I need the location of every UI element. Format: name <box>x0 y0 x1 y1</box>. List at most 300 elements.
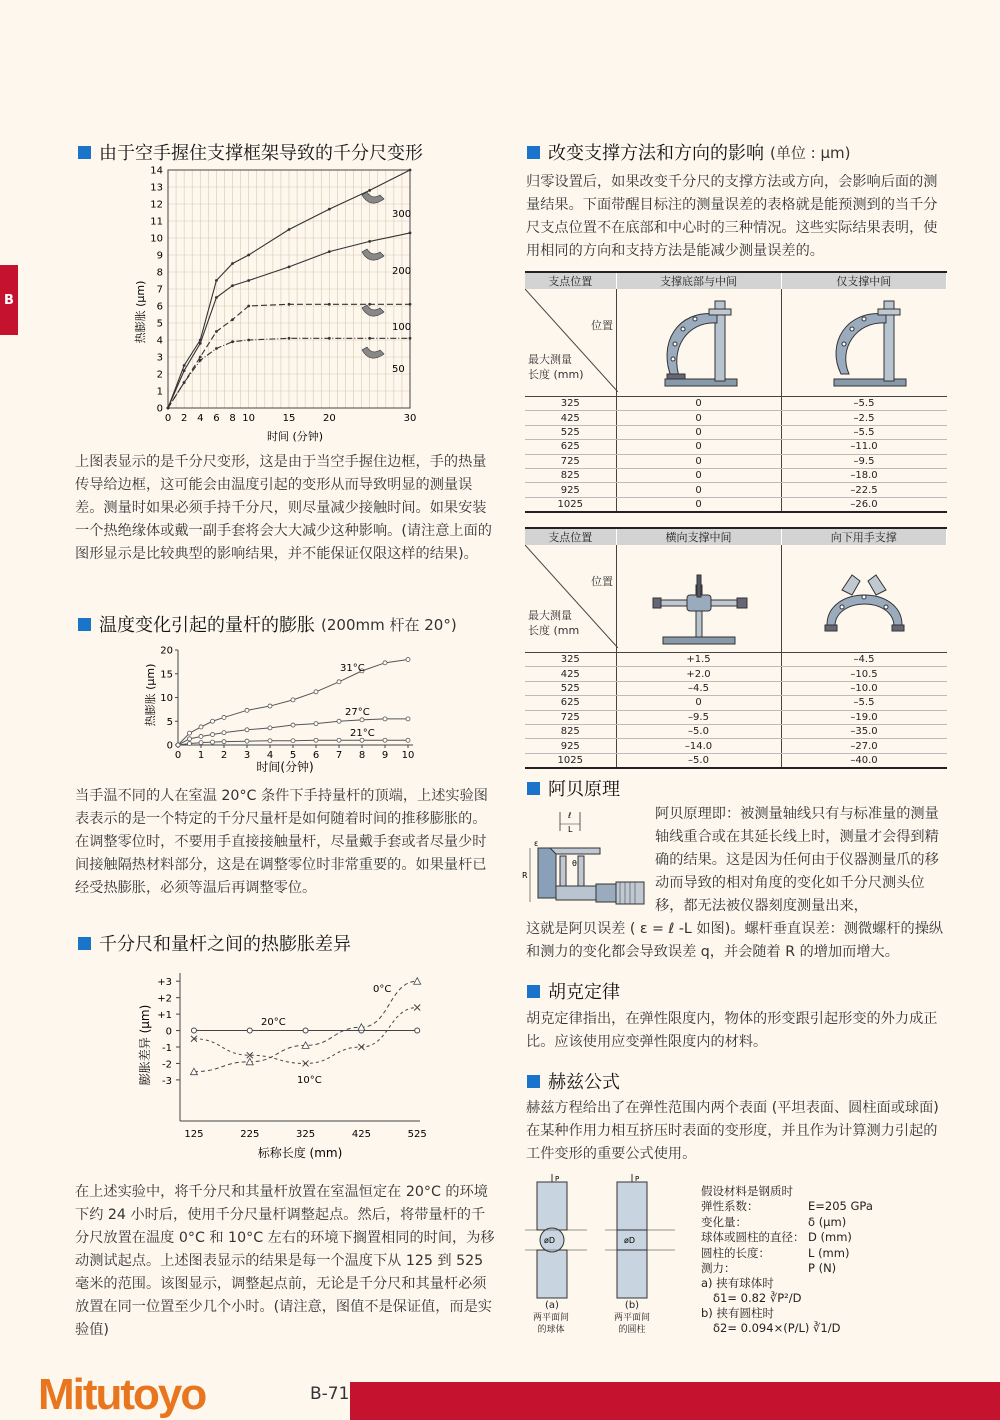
error-value-cell: 0 <box>616 468 781 482</box>
y-tick-label: 8 <box>156 267 163 279</box>
length-cell: 625 <box>525 440 616 454</box>
error-value-cell: –14.0 <box>616 739 781 753</box>
error-value-cell: –19.0 <box>781 710 947 724</box>
data-point <box>314 690 318 694</box>
formula-b: δ2= 0.094×(P/L) ∛1/D <box>713 1321 841 1335</box>
series-label: 21°C <box>350 728 375 739</box>
error-value-cell: 0 <box>616 483 781 497</box>
error-value-cell: 0 <box>616 696 781 710</box>
error-value-cell: +1.5 <box>616 653 781 667</box>
table-row <box>525 681 947 695</box>
micrometer-stand-icon <box>617 289 781 392</box>
data-point <box>383 717 387 721</box>
length-cell: 425 <box>525 667 616 681</box>
bullet-square-icon <box>78 937 91 950</box>
length-cell: 325 <box>525 397 616 411</box>
error-value-cell: –22.5 <box>781 483 947 497</box>
x-tick-label: 125 <box>184 1129 204 1140</box>
section-subtitle: (200mm 杆在 20°) <box>321 615 457 634</box>
micrometer-downward-icon <box>782 545 947 648</box>
micrometer-horizontal-support-figure <box>616 545 781 653</box>
x-tick-label: 3 <box>243 750 251 761</box>
x-axis-label: 标称长度 (mm) <box>257 1146 343 1160</box>
diagonal-header-cell <box>525 545 616 653</box>
data-point <box>199 725 203 729</box>
footer-bar <box>350 1382 1000 1420</box>
y-tick-label: 5 <box>156 318 163 330</box>
error-value-cell: –5.0 <box>616 724 781 738</box>
parameter-value: L (mm) <box>808 1245 850 1260</box>
svg-text:R: R <box>522 871 528 880</box>
y-tick-label: -3 <box>162 1075 172 1087</box>
data-point <box>291 698 295 702</box>
bullet-square-icon <box>78 146 91 159</box>
data-point <box>199 734 203 738</box>
y-tick-label: +3 <box>157 977 172 989</box>
x-tick-label: 225 <box>240 1129 260 1140</box>
table-row <box>525 454 947 468</box>
length-cell: 925 <box>525 739 616 753</box>
parameter-value: D (mm) <box>808 1230 852 1244</box>
data-point <box>245 728 249 732</box>
figure-b-label: (b) <box>624 1300 640 1311</box>
series-label: 31°C <box>340 663 365 674</box>
error-value-cell: –5.0 <box>616 753 781 768</box>
series-label: 10°C <box>297 1075 322 1086</box>
length-cell: 925 <box>525 483 616 497</box>
x-tick-label: 8 <box>358 750 366 761</box>
data-point <box>176 743 180 747</box>
column-header: 支点位置 <box>525 528 616 545</box>
data-point <box>414 978 421 985</box>
y-tick-label: 20 <box>160 645 173 657</box>
table-row <box>525 696 947 710</box>
data-point <box>291 723 295 727</box>
hand-micrometer-icon <box>362 192 384 203</box>
error-value-cell: –26.0 <box>781 497 947 512</box>
position-label: 位置 <box>591 319 613 332</box>
max-length-label: 长度 (mm) <box>528 368 584 381</box>
y-tick-label: 10 <box>150 233 163 245</box>
y-tick-label: 0 <box>166 740 173 752</box>
table-row <box>525 468 947 482</box>
section-title-text: 赫兹公式 <box>548 1072 620 1093</box>
series-label: 50 <box>392 364 405 375</box>
table-row <box>525 440 947 454</box>
y-tick-label: 15 <box>160 669 173 681</box>
support-table-2 <box>525 527 947 769</box>
x-tick-label: 15 <box>282 413 296 424</box>
y-axis-label: 膨胀差异 (μm) <box>138 1004 152 1086</box>
data-point <box>409 337 412 340</box>
error-value-cell: –9.5 <box>781 454 947 468</box>
error-value-cell: 0 <box>616 440 781 454</box>
paragraph-hertz: 赫兹方程给出了在弹性范围内两个表面 (平坦表面、圆柱面或球面) 在某种作用力相互挤压时表面的变形度，并且作为计算测力引起的工件变形的重要公式使用。 <box>526 1100 939 1162</box>
y-tick-label: 7 <box>156 284 163 296</box>
y-tick-label: 6 <box>156 301 163 313</box>
x-tick-label: 0 <box>164 413 172 424</box>
data-point <box>337 719 341 723</box>
x-tick-label: 2 <box>180 413 188 424</box>
svg-text:P: P <box>635 1175 640 1183</box>
error-value-cell: –5.5 <box>781 696 947 710</box>
error-value-cell: –5.5 <box>781 425 947 439</box>
data-point <box>199 741 203 745</box>
bullet-square-icon <box>527 985 540 998</box>
table-row <box>525 397 947 411</box>
x-tick-label: 0 <box>174 750 182 761</box>
parameter-label: 圆柱的长度： <box>701 1245 770 1260</box>
figure-b-caption: 两平面间 <box>613 1313 650 1323</box>
bullet-square-icon <box>527 146 540 159</box>
x-tick-label: 4 <box>266 750 274 761</box>
length-cell: 525 <box>525 681 616 695</box>
diagonal-header-cell <box>525 289 616 397</box>
x-axis-label: 时间 (分钟) <box>266 430 324 443</box>
table-row <box>525 753 947 768</box>
data-point <box>368 189 371 192</box>
x-tick-label: 1 <box>197 750 205 761</box>
hertz-parameter-row <box>701 1199 873 1215</box>
data-point <box>247 1028 252 1033</box>
paragraph-abbe-full: 这就是阿贝误差 ( ε = ℓ -L 如图)。螺杆垂直误差：测微螺杆的操纵和测力的变化都会导致误差 q，并会随着 R 的增加而增大。 <box>526 921 944 960</box>
figure-b-caption: 的圆柱 <box>618 1325 646 1335</box>
data-point <box>288 337 291 340</box>
data-point <box>406 738 410 742</box>
max-length-label: 长度 (mm <box>528 624 580 637</box>
hertz-parameter-row <box>701 1246 873 1262</box>
section-title-text: 胡克定律 <box>548 982 620 1003</box>
data-point <box>383 738 387 742</box>
x-tick-label: 425 <box>351 1129 371 1140</box>
column-header: 仅支撑中间 <box>781 272 947 289</box>
length-cell: 725 <box>525 710 616 724</box>
hertz-parameter-row <box>701 1230 873 1246</box>
data-point <box>328 303 331 306</box>
y-tick-label: +1 <box>157 1010 172 1022</box>
y-tick-label: 14 <box>150 165 163 177</box>
table-row <box>525 425 947 439</box>
abbe-principle-diagram <box>520 806 650 918</box>
svg-text:øD: øD <box>624 1236 636 1245</box>
svg-text:L: L <box>568 825 573 834</box>
data-point <box>303 1060 309 1066</box>
data-point <box>406 717 410 721</box>
y-axis-label: 热膨胀 (μm) <box>144 663 157 727</box>
max-length-label: 最大测量 <box>528 353 572 366</box>
section-title-text: 阿贝原理 <box>548 779 620 800</box>
data-point <box>409 232 412 235</box>
data-point <box>215 296 218 299</box>
x-tick-label: 4 <box>197 413 204 424</box>
series-label: 200 <box>392 266 412 277</box>
x-tick-label: 6 <box>312 750 320 761</box>
data-point <box>215 330 218 333</box>
data-point <box>288 228 291 231</box>
data-point <box>211 719 215 723</box>
svg-text:ℓ: ℓ <box>568 811 572 820</box>
data-point <box>199 359 202 362</box>
data-point <box>368 337 371 340</box>
data-point <box>191 1028 196 1033</box>
y-tick-label: 1 <box>156 386 163 398</box>
data-point <box>328 337 331 340</box>
data-point <box>303 1028 308 1033</box>
data-point <box>409 303 412 306</box>
series-label: 0°C <box>373 984 392 995</box>
data-point <box>268 739 272 743</box>
y-tick-label: 9 <box>156 250 163 262</box>
x-tick-label: 30 <box>403 413 417 424</box>
y-tick-label: 0 <box>165 1026 172 1038</box>
svg-text:øD: øD <box>544 1236 556 1245</box>
y-tick-label: +2 <box>157 993 172 1005</box>
figure-a-caption: 两平面间 <box>532 1313 569 1323</box>
data-point <box>183 381 186 384</box>
data-point <box>188 731 192 735</box>
data-point <box>337 680 341 684</box>
section-title-gauge-expansion <box>78 611 457 637</box>
length-cell: 625 <box>525 696 616 710</box>
data-point <box>247 279 250 282</box>
svg-text:ε: ε <box>534 839 539 848</box>
table-row <box>525 724 947 738</box>
x-tick-label: 6 <box>213 413 220 424</box>
paragraph-gauge-expansion: 当手温不同的人在室温 20°C 条件下手持量杆的顶端，上述实验图表表示的是一个特定的千分尺量杆是如何随着时间的推移膨胀的。在调整零位时，不要用手直接接触量杆，尽量戴手套或者尽量少时间接触隔热材料部分，这是在调整零位时非常重要的。如果量杆已经受热膨胀，必须等温后再调整零位。 <box>75 788 488 896</box>
y-tick-label: 3 <box>156 352 163 364</box>
section-subtitle: (单位 : μm) <box>770 143 851 162</box>
error-value-cell: –5.5 <box>781 397 947 411</box>
data-point <box>288 266 291 269</box>
data-point <box>231 262 234 265</box>
x-tick-label: 7 <box>335 750 343 761</box>
micrometer-support-bottom-middle-figure <box>616 289 781 397</box>
x-tick-label: 525 <box>407 1129 427 1140</box>
section-title-text: 温度变化引起的量杆的膨胀 <box>99 615 315 636</box>
paragraph-thermal-difference: 在上述实验中，将千分尺和其量杆放置在室温恒定在 20°C 的环境下约 24 小时后，使用千分尺量杆调整起点。然后，将带量杆的千分尺放置在温度 0°C 和 10°C 左右的环境下搁置相同的时间，为移动测试起点。上述图表显示的结果是每一个温度下从 125 到 525 毫米的范围。该图显示，调整起点前，无论是千分尺和其量杆必须放置在同一位置至少几个小时。(请注意，图值不是保证值，而是实验值) <box>75 1184 495 1338</box>
mitutoyo-logo: Mitutoyo <box>38 1370 206 1419</box>
data-point <box>231 318 234 321</box>
data-point <box>211 733 215 737</box>
section-title-text: 由于空手握住支撑框架导致的千分尺变形 <box>99 143 423 164</box>
error-value-cell: 0 <box>616 397 781 411</box>
error-value-cell: –18.0 <box>781 468 947 482</box>
figure-a-caption: 的球体 <box>537 1325 565 1335</box>
y-tick-label: 2 <box>156 369 163 381</box>
section-title-thermal-difference <box>78 930 351 956</box>
section-tab: B <box>0 265 18 335</box>
column-header: 支撑底部与中间 <box>616 272 781 289</box>
y-tick-label: 12 <box>150 199 163 211</box>
data-point <box>245 708 249 712</box>
svg-text:P: P <box>555 1175 560 1183</box>
error-value-cell: –4.5 <box>781 653 947 667</box>
x-tick-label: 5 <box>289 750 297 761</box>
length-cell: 825 <box>525 724 616 738</box>
data-point <box>383 661 387 665</box>
table-row <box>525 653 947 667</box>
data-point <box>247 305 250 308</box>
series-label: 100 <box>392 322 412 333</box>
parameter-value: E=205 GPa <box>808 1199 873 1213</box>
error-value-cell: –4.5 <box>616 681 781 695</box>
micrometer-support-middle-only-figure <box>781 289 947 397</box>
error-value-cell: –27.0 <box>781 739 947 753</box>
chart-thermal-difference <box>135 965 435 1165</box>
data-point <box>199 356 202 359</box>
x-tick-label: 9 <box>381 750 389 761</box>
parameter-value: δ (μm) <box>808 1214 847 1229</box>
error-value-cell: –11.0 <box>781 440 947 454</box>
data-point <box>188 742 192 746</box>
length-cell: 425 <box>525 411 616 425</box>
parameter-label: 测力： <box>701 1261 736 1275</box>
series-label: 300 <box>392 209 412 220</box>
data-point <box>409 169 412 172</box>
series-label: 27°C <box>345 707 370 718</box>
section-title-text: 千分尺和量杆之间的热膨胀差异 <box>99 934 351 955</box>
x-tick-label: 325 <box>296 1129 316 1140</box>
error-value-cell: 0 <box>616 454 781 468</box>
section-title-abbe <box>527 775 620 801</box>
length-cell: 1025 <box>525 497 616 512</box>
support-table-1 <box>525 271 947 513</box>
hand-micrometer-icon <box>362 249 384 260</box>
bullet-square-icon <box>527 782 540 795</box>
data-point <box>231 284 234 287</box>
section-title-support-method <box>527 139 850 165</box>
data-point <box>222 715 226 719</box>
data-point <box>245 739 249 743</box>
data-point <box>231 340 234 343</box>
data-point <box>368 240 371 243</box>
data-point <box>215 279 218 282</box>
y-tick-label: 4 <box>156 335 163 347</box>
section-title-text: 改变支撑方法和方向的影响 <box>548 143 764 164</box>
y-tick-label: 13 <box>150 182 163 194</box>
x-tick-label: 10 <box>242 413 256 424</box>
case-a-label: a) 挟有球体时 <box>701 1276 774 1290</box>
paragraph-deformation: 上图表显示的是千分尺变形，这是由于当空手握住边框，手的热量传导给边框，这可能会由温度引起的变形从而导致明显的测量误差。测量时如果必须手持千分尺，则尽量减少接触时间。如果安装一个热绝缘体或戴一副手套将会大大减少这种影响。(请注意上面的图形显示是比较典型的影响结果，并不能保证仅限这样的结果)。 <box>75 454 492 562</box>
paragraph-support-method: 归零设置后，如果改变千分尺的支撑方法或方向，会影响后面的测量结果。下面带醒目标注的测量误差的表格就是能预测到的当千分尺支点位置不在底部和中心时的三种情况。这些实际结果表明，使用相同的方向和支持方法是能减少测量误差的。 <box>526 174 938 259</box>
series-label: 20°C <box>261 1017 286 1028</box>
length-cell: 525 <box>525 425 616 439</box>
data-point <box>222 731 226 735</box>
x-axis-label: 时间(分钟) <box>256 760 314 774</box>
error-value-cell: –2.5 <box>781 411 947 425</box>
data-point <box>368 303 371 306</box>
y-tick-label: -2 <box>162 1059 172 1071</box>
column-header: 横向支撑中间 <box>616 528 781 545</box>
page-number: B-71 <box>310 1384 350 1404</box>
micrometer-stand-icon <box>782 289 947 392</box>
hertz-parameter-row <box>701 1261 873 1277</box>
y-tick-label: 11 <box>150 216 163 228</box>
y-axis-label: 热膨胀 (μm) <box>134 280 147 344</box>
table-row <box>525 411 947 425</box>
table-row <box>525 483 947 497</box>
assumption-note: 假设材料是钢质时 <box>701 1184 793 1198</box>
hand-micrometer-icon <box>362 305 384 316</box>
hertz-diagram <box>525 1174 695 1309</box>
data-point <box>247 339 250 342</box>
length-cell: 325 <box>525 653 616 667</box>
chart-micrometer-deformation <box>130 162 430 447</box>
data-point <box>247 254 250 257</box>
length-cell: 725 <box>525 454 616 468</box>
figure-a-label: (a) <box>545 1300 559 1311</box>
x-tick-label: 8 <box>229 413 236 424</box>
column-header: 支点位置 <box>525 272 616 289</box>
error-value-cell: 0 <box>616 425 781 439</box>
y-tick-label: 10 <box>160 693 173 704</box>
x-tick-label: 2 <box>220 750 228 761</box>
parameter-label: 变化量： <box>701 1214 747 1229</box>
micrometer-hand-support-figure <box>781 545 947 653</box>
data-point <box>183 364 186 367</box>
error-value-cell: –10.0 <box>781 681 947 695</box>
column-header: 向下用手支撑 <box>781 528 947 545</box>
error-value-cell: 0 <box>616 497 781 512</box>
svg-text:θ: θ <box>572 859 577 868</box>
table-row <box>525 739 947 753</box>
data-point <box>328 250 331 253</box>
bullet-square-icon <box>527 1075 540 1088</box>
data-point <box>288 303 291 306</box>
data-point <box>183 369 186 372</box>
y-tick-label: -1 <box>162 1043 172 1054</box>
chart-gauge-expansion <box>140 640 440 778</box>
case-b-label: b) 挟有圆柱时 <box>701 1306 774 1320</box>
parameter-value: P (N) <box>808 1261 837 1275</box>
error-value-cell: 0 <box>616 411 781 425</box>
error-value-cell: –9.5 <box>616 710 781 724</box>
data-point <box>406 658 410 662</box>
section-title-hooke <box>527 978 620 1004</box>
parameter-label: 弹性系数： <box>701 1199 759 1213</box>
data-point <box>222 740 226 744</box>
error-value-cell: –40.0 <box>781 753 947 768</box>
max-length-label: 最大测量 <box>528 609 572 622</box>
data-point <box>328 208 331 211</box>
data-point <box>167 407 170 410</box>
data-point <box>268 726 272 730</box>
length-cell: 1025 <box>525 753 616 768</box>
x-tick-label: 20 <box>322 413 336 424</box>
data-point <box>314 738 318 742</box>
paragraph-abbe-right: 阿贝原理即：被测量轴线只有与标准量的测量轴线重合或在其延长线上时，测量才会得到精确的结果。这是因为任何由于仪器测量爪的移动而导致的相对角度的变化如千分尺测头位移，都无法被仪器刻度测量出来， <box>655 806 939 914</box>
series-line <box>194 1008 417 1064</box>
error-value-cell: –35.0 <box>781 724 947 738</box>
data-point <box>314 722 318 726</box>
table-row <box>525 710 947 724</box>
data-point <box>291 739 295 743</box>
data-point <box>337 738 341 742</box>
table-row <box>525 667 947 681</box>
y-tick-label: 0 <box>156 403 163 415</box>
data-point <box>268 704 272 708</box>
length-cell: 825 <box>525 468 616 482</box>
paragraph-hooke: 胡克定律指出，在弹性限度内，物体的形变跟引起形变的外力成正比。应该使用应变弹性限度内的材料。 <box>526 1011 938 1050</box>
data-point <box>360 718 364 722</box>
hertz-parameter-row <box>701 1215 873 1231</box>
data-point <box>414 1005 420 1011</box>
hand-micrometer-icon <box>362 347 384 358</box>
data-point <box>415 1028 420 1033</box>
section-title-hertz <box>527 1068 620 1094</box>
formula-a: δ1= 0.82 ∛P²/D <box>713 1291 802 1305</box>
data-point <box>199 342 202 345</box>
